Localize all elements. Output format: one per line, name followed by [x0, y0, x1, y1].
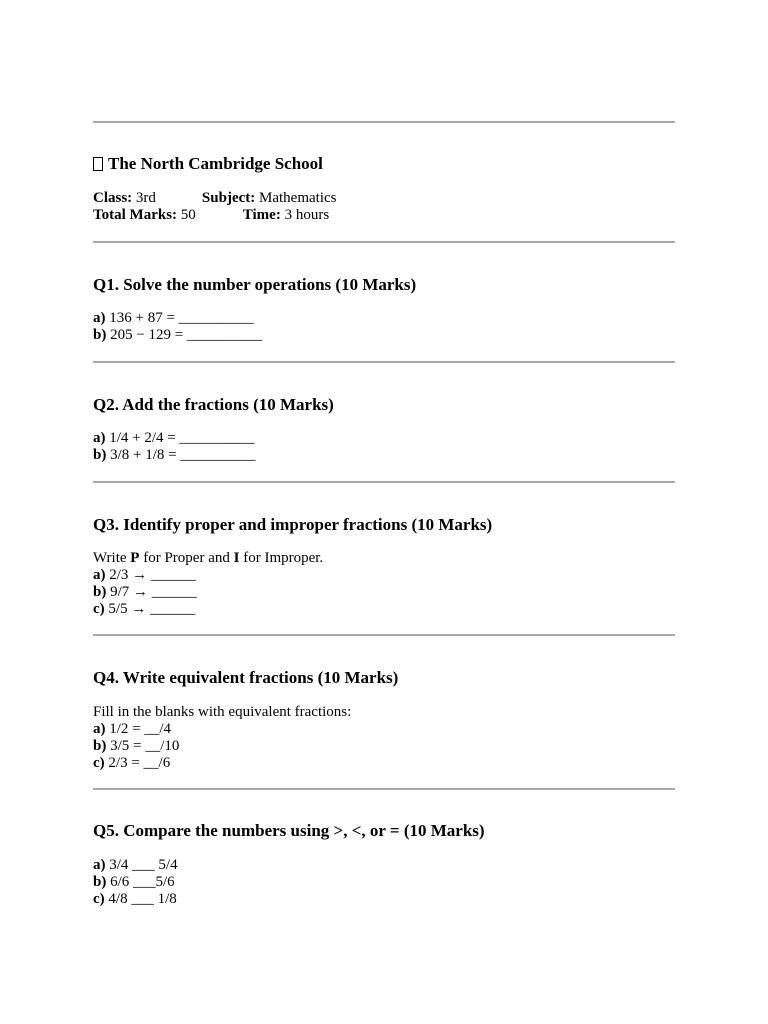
answer-line: b) 9/7 → ______ [93, 584, 197, 600]
meta-row-1 [93, 190, 675, 207]
instruction-text: Write P for Proper and I for Improper. [93, 550, 324, 566]
answer-line: a) 136 + 87 = __________ [93, 310, 254, 326]
divider [93, 634, 675, 636]
question-2 [93, 395, 675, 415]
meta-row-2 [93, 207, 675, 224]
question-3 [93, 515, 675, 535]
total-marks-label: Total Marks: [93, 207, 178, 223]
answer-line: b) 6/6 ___5/6 [93, 874, 175, 890]
answer-line: c) 2/3 = __/6 [93, 755, 171, 771]
answer-line: a) 3/4 ___ 5/4 [93, 857, 178, 873]
divider [93, 788, 675, 790]
answer-line: a) 1/4 + 2/4 = __________ [93, 430, 255, 446]
question-title: Q5. Compare the numbers using >, <, or = (10 Marks) [93, 821, 485, 840]
question-title: Q1. Solve the number operations (10 Marks) [93, 275, 417, 294]
answer-line: b) 3/8 + 1/8 = __________ [93, 447, 256, 463]
question-2-items [93, 430, 675, 464]
instruction-text: Fill in the blanks with equivalent fractions: [93, 704, 352, 720]
missing-glyph-icon [93, 157, 103, 171]
class-label: Class: [93, 190, 133, 206]
question-5-items [93, 857, 675, 908]
question-4 [93, 668, 675, 688]
time-label: Time: [242, 207, 281, 223]
question-title: Q3. Identify proper and improper fractions (10 Marks) [93, 515, 493, 534]
answer-line: b) 205 − 129 = __________ [93, 327, 263, 343]
divider [93, 121, 675, 123]
question-5 [93, 821, 675, 841]
time-value: 3 hours [284, 207, 330, 223]
subject-label: Subject: [201, 190, 256, 206]
question-1 [93, 275, 675, 295]
subject-value: Mathematics [259, 190, 337, 206]
divider [93, 241, 675, 243]
divider [93, 361, 675, 363]
school-name: The North Cambridge School [108, 154, 323, 173]
answer-line: b) 3/5 = __/10 [93, 738, 180, 754]
answer-line: a) 1/2 = __/4 [93, 721, 172, 737]
question-title: Q4. Write equivalent fractions (10 Marks) [93, 668, 399, 687]
question-title: Q2. Add the fractions (10 Marks) [93, 395, 334, 414]
answer-line: c) 4/8 ___ 1/8 [93, 891, 177, 907]
total-marks-value: 50 [180, 207, 196, 223]
question-4-items [93, 704, 675, 772]
answer-line: c) 5/5 → ______ [93, 601, 196, 617]
answer-line: a) 2/3 → ______ [93, 567, 196, 583]
divider [93, 481, 675, 483]
school-header [93, 154, 675, 174]
question-3-items [93, 550, 675, 618]
class-value: 3rd [135, 190, 156, 206]
exam-meta [93, 190, 675, 224]
school-title [93, 154, 675, 174]
question-1-items [93, 310, 675, 344]
